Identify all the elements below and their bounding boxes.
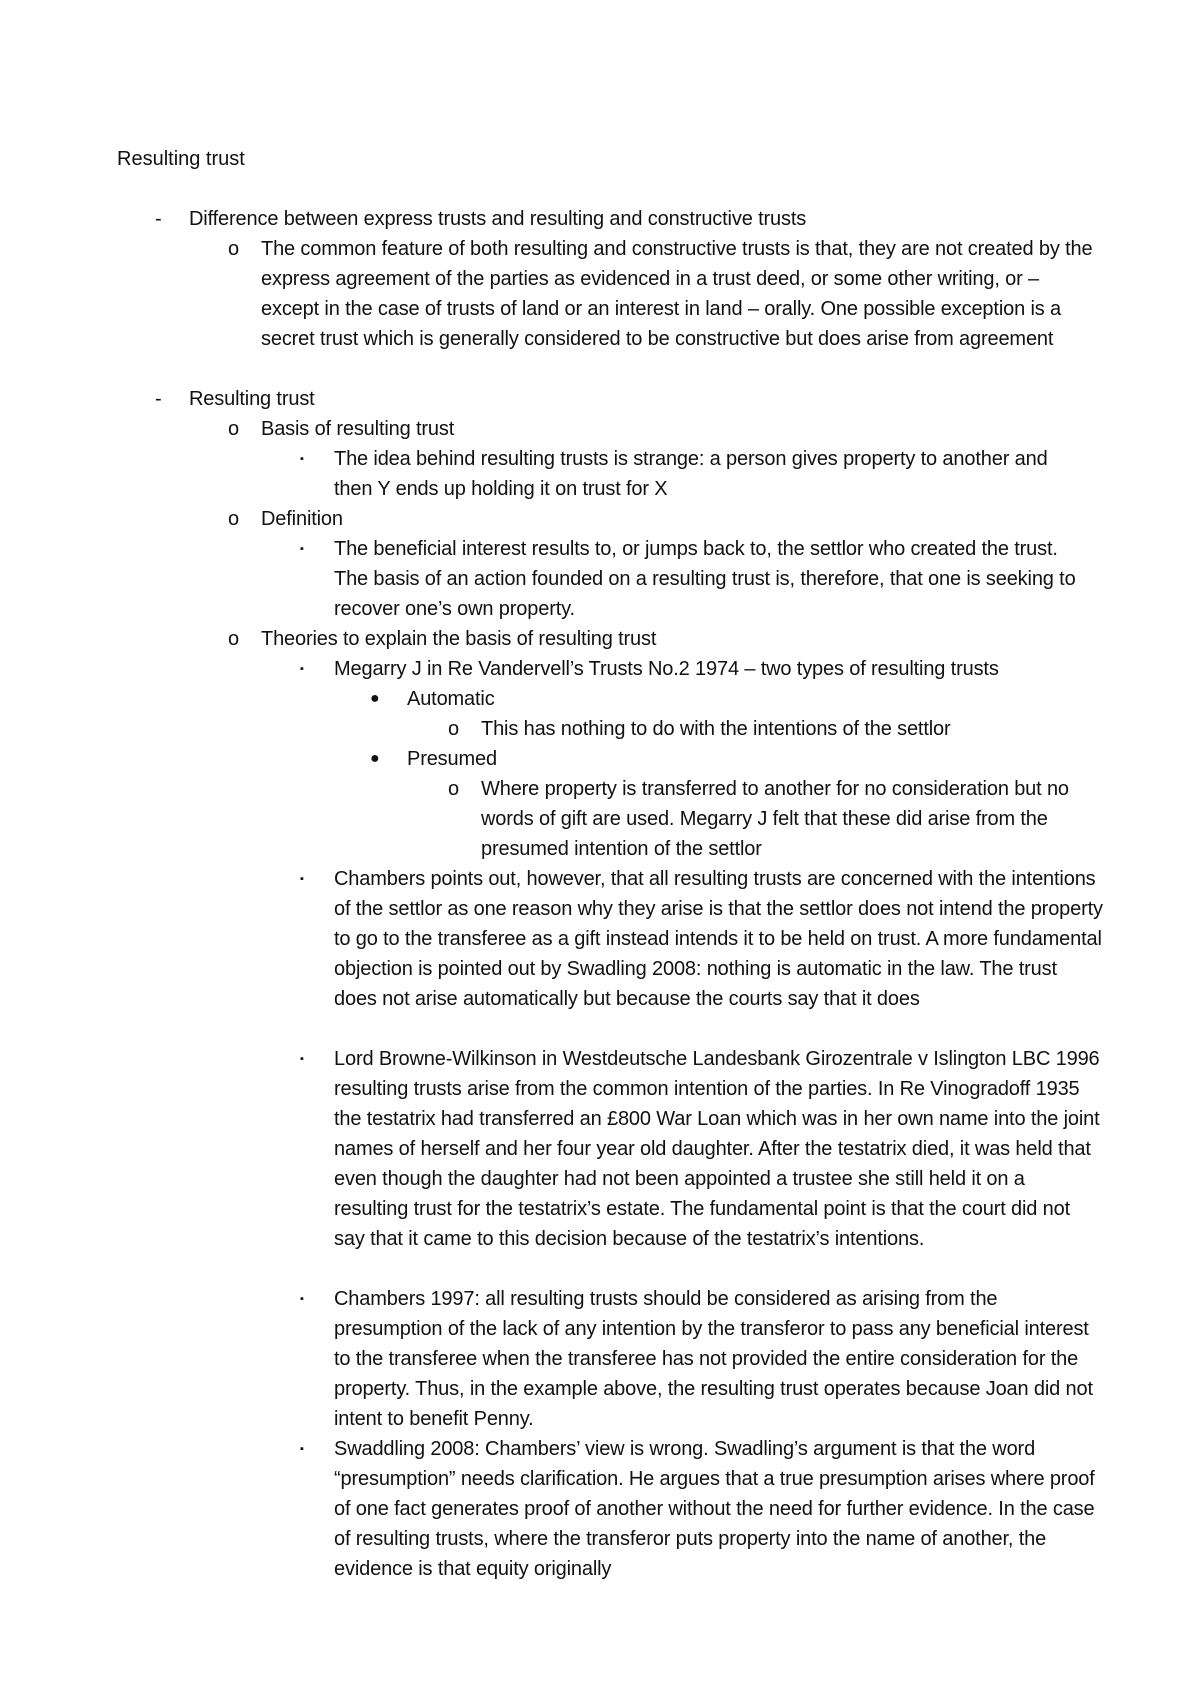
list-item-text: The beneficial interest results to, or jumps back to, the settlor who created the trust. The basis of an action founded on a resulting trust is, therefore, that one is seeking to recover one’s own property. (334, 538, 1076, 620)
list-item (300, 1284, 1104, 1434)
list-item-text: Swaddling 2008: Chambers’ view is wrong. Swadling’s argument is that the word “presumption” needs clarification. He argues that a true presumption arises where proof of one fact generates proof of another without the need for further evidence. In the case of resulting trusts, where the transferor puts property into the name of another, the evidence is that equity originally (334, 1438, 1095, 1580)
list-item-text: Presumed (407, 748, 497, 770)
list-item-text: Where property is transferred to another for no consideration but no words of gift are used. Megarry J felt that these did arise from the presumed intention of the settlor (481, 778, 1069, 860)
list-item-text: Definition (261, 508, 343, 530)
square-marker: ▪ (300, 1443, 304, 1455)
square-marker: ▪ (300, 873, 304, 885)
list-item (228, 234, 1095, 354)
dash-marker: - (155, 388, 162, 410)
list-item-text: Megarry J in Re Vandervell’s Trusts No.2 1974 – two types of resulting trusts (334, 658, 999, 680)
list-item-text: Resulting trust (189, 388, 315, 410)
square-marker: ▪ (300, 453, 304, 465)
list-item (370, 744, 1107, 774)
list-item (155, 384, 1109, 414)
list-item (370, 684, 1107, 714)
list-item-text: Theories to explain the basis of resulting trust (261, 628, 657, 650)
square-marker: ▪ (300, 1293, 304, 1305)
list-item (300, 654, 1124, 684)
document-title: Resulting trust (117, 148, 245, 170)
list-item (228, 414, 1095, 444)
dash-marker: - (155, 208, 162, 230)
list-item-text: Chambers 1997: all resulting trusts should be considered as arising from the presumption of the lack of any intention by the transferor to pass any beneficial interest to the transferee when the transferee has not provided the entire consideration for the property. Thus, in the example above, the resulting trust operates because Joan did not intent to benefit Penny. (334, 1288, 1093, 1430)
list-item (300, 1044, 1104, 1254)
list-item-text: Lord Browne-Wilkinson in Westdeutsche Landesbank Girozentrale v Islington LBC 1996 resulting trusts arise from the common intention of the parties. In Re Vinogradoff 1935 the testatrix had transferred an £800 War Loan which was in her own name into the joint names of herself and her four year old daughter. After the testatrix died, it was held that even though the daughter had not been appointed a trustee she still held it on a resulting trust for the testatrix’s estate. The fundamental point is that the court did not say that it came to this decision because of the testatrix’s intentions. (334, 1048, 1100, 1250)
list-item (155, 204, 1109, 234)
list-item (228, 504, 1095, 534)
list-item (448, 774, 1101, 864)
list-item-text: The common feature of both resulting and constructive trusts is that, they are not created by the express agreement of the parties as evidenced in a trust deed, or some other writing, or – except in the case of trusts of land or an interest in land – orally. One possible exception is a secret trust which is generally considered to be constructive but does arise from agreement (261, 238, 1093, 350)
dot-marker: ● (370, 750, 380, 767)
list-item (300, 444, 1064, 504)
list-item (300, 1434, 1114, 1584)
square-marker: ▪ (300, 1053, 304, 1065)
circle-marker: o (228, 628, 239, 650)
list-item (448, 714, 1121, 744)
dot-marker: ● (370, 690, 380, 707)
square-marker: ▪ (300, 543, 304, 555)
list-item-text: Basis of resulting trust (261, 418, 455, 440)
list-item-text: This has nothing to do with the intentions of the settlor (481, 718, 951, 740)
list-item (300, 534, 1094, 624)
circle-marker: o (228, 508, 239, 530)
list-item-text: The idea behind resulting trusts is strange: a person gives property to another and then Y ends up holding it on trust for X (334, 448, 1048, 500)
circle-marker: o (228, 418, 239, 440)
list-item (300, 864, 1104, 1014)
circle-marker: o (448, 778, 459, 800)
list-item-text: Difference between express trusts and resulting and constructive trusts (189, 208, 807, 230)
list-item-text: Chambers points out, however, that all resulting trusts are concerned with the intentions of the settlor as one reason why they arise is that the settlor does not intend the property to go to the transferee as a gift instead intends it to be held on trust. A more fundamental objection is pointed out by Swadling 2008: nothing is automatic in the law. The trust does not arise automatically but because the courts say that it does (334, 868, 1103, 1010)
circle-marker: o (448, 718, 459, 740)
list-item-text: Automatic (407, 688, 495, 710)
circle-marker: o (228, 238, 239, 260)
list-item (228, 624, 1095, 654)
square-marker: ▪ (300, 663, 304, 675)
